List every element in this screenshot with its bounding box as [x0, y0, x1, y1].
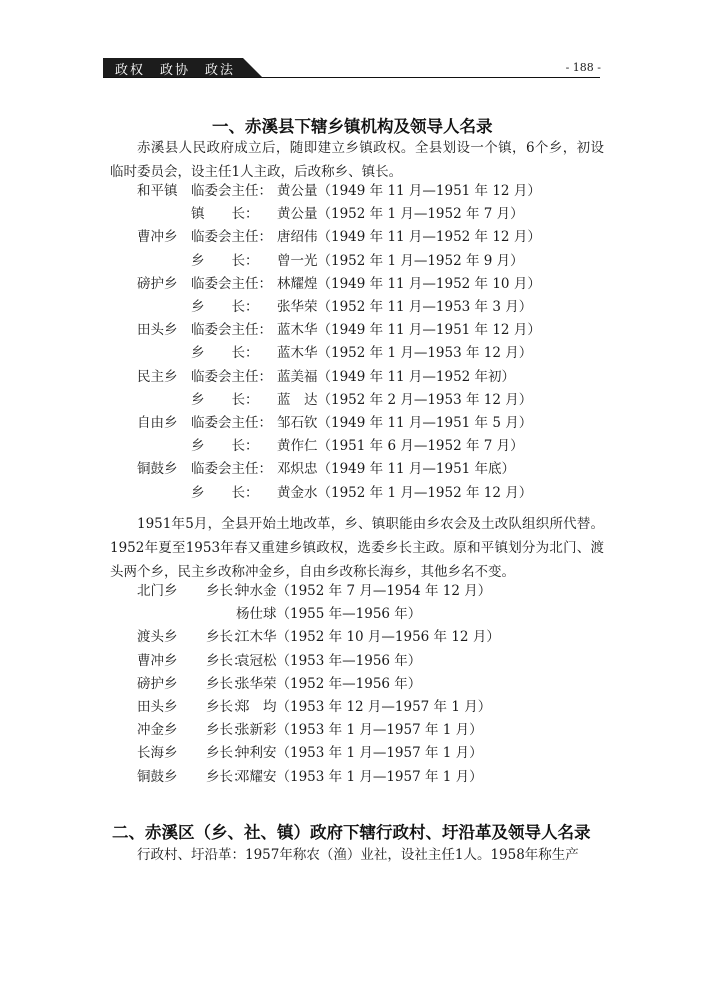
person-entry: 钟利安（1953 年 1 月—1957 年 1 月） — [236, 745, 483, 762]
post-title: 乡长： — [206, 699, 247, 715]
post-title: 乡长： — [206, 629, 247, 646]
section-title-2: 二、赤溪区（乡、社、镇）政府下辖行政村、圩沿革及领导人名录 — [112, 823, 591, 842]
post-title: 乡 长： — [191, 438, 259, 455]
page-number: - 188 - — [565, 61, 601, 74]
list-item — [0, 250, 707, 272]
person-entry: 邓耀安（1953 年 1 月—1957 年 1 月） — [236, 768, 483, 785]
list-item — [0, 719, 707, 741]
person-entry: 张华荣（1952 年—1956 年） — [236, 675, 422, 692]
list-item — [0, 366, 707, 388]
place-name: 田头乡 — [137, 699, 178, 715]
list-item — [0, 273, 707, 295]
post-title: 乡 长： — [191, 299, 259, 315]
list-item — [0, 626, 707, 648]
list-item — [0, 742, 707, 764]
post-title: 临委会主任： — [191, 461, 272, 478]
person-entry: 张华荣（1952 年 11 月—1953 年 3 月） — [277, 299, 533, 315]
place-name: 民主乡 — [137, 368, 178, 385]
post-title: 临委会主任： — [191, 229, 272, 246]
place-name: 磅护乡 — [137, 275, 178, 292]
place-name: 和平镇 — [137, 183, 178, 199]
reform-paragraph: 1951年5月，全县开始土地改革，乡、镇职能由乡农会及土改队组织所代替。1952年夏至1953年春又重建乡镇政权，选委乡长主政。原和平镇划分为北门、渡头两个乡，民主乡改称冲金乡，自由乡改称长海乡，其他乡名不变。 — [110, 516, 604, 580]
header-section-label: 政权 政协 政法 — [115, 63, 236, 78]
person-entry: 蓝木华（1949 年 11 月—1951 年 12 月） — [277, 322, 541, 339]
header-rule — [103, 77, 600, 78]
person-entry: 曾一光（1952 年 1 月—1952 年 9 月） — [277, 252, 524, 269]
person-entry: 林耀煌（1949 年 11 月—1952 年 10 月） — [277, 275, 541, 292]
place-name: 曹冲乡 — [137, 229, 178, 246]
section-title: 一、赤溪县下辖乡镇机构及领导人名录 — [212, 117, 493, 136]
list-item — [0, 696, 707, 718]
intro-paragraph: 赤溪县人民政府成立后，随即建立乡镇政权。全县划设一个镇，6个乡，初设临时委员会，设主任1人主政，后改称乡、镇长。 — [110, 140, 604, 180]
section2-intro: 行政村、圩沿革：1957年称农（渔）业社，设社主任1人。1958年称生产 — [137, 847, 579, 863]
place-name: 长海乡 — [137, 745, 178, 762]
person-entry: 邓炽忠（1949 年 11 月—1951 年底） — [277, 461, 516, 478]
list-item — [0, 203, 707, 225]
place-name: 北门乡 — [137, 583, 178, 599]
post-title: 乡长： — [206, 675, 247, 692]
place-name: 磅护乡 — [137, 675, 178, 692]
post-title: 临委会主任： — [191, 415, 272, 431]
person-entry: 黄金水（1952 年 1 月—1952 年 12 月） — [277, 484, 533, 501]
person-entry: 郑 均（1953 年 12 月—1957 年 1 月） — [236, 699, 492, 715]
person-entry: 黄公量（1952 年 1 月—1952 年 7 月） — [277, 206, 524, 223]
person-entry: 袁冠松（1953 年—1956 年） — [236, 652, 422, 669]
list-item — [0, 650, 707, 672]
list-item — [0, 319, 707, 341]
post-title: 乡 长： — [191, 484, 259, 501]
list-item — [0, 603, 707, 625]
list-item — [0, 226, 707, 248]
list-item — [0, 389, 707, 411]
post-title: 乡长： — [206, 722, 247, 739]
post-title: 临委会主任： — [191, 275, 272, 292]
person-entry: 蓝 达（1952 年 2 月—1953 年 12 月） — [277, 391, 533, 408]
post-title: 乡 长： — [191, 252, 259, 269]
list-item — [0, 766, 707, 788]
person-entry: 唐绍伟（1949 年 11 月—1952 年 12 月） — [277, 229, 541, 246]
post-title: 乡长： — [206, 652, 247, 669]
place-name: 铜鼓乡 — [137, 461, 178, 478]
place-name: 曹冲乡 — [137, 652, 178, 669]
post-title: 乡 长： — [191, 391, 259, 408]
post-title: 镇 长： — [191, 206, 259, 223]
list-item — [0, 580, 707, 602]
place-name: 渡头乡 — [137, 629, 178, 646]
list-item — [0, 342, 707, 364]
post-title: 临委会主任： — [191, 368, 272, 385]
post-title: 临委会主任： — [191, 183, 272, 199]
list-item — [0, 296, 707, 318]
place-name: 铜鼓乡 — [137, 768, 178, 785]
person-entry: 邹石钦（1949 年 11 月—1951 年 5 月） — [277, 415, 533, 431]
list-item — [0, 412, 707, 434]
place-name: 自由乡 — [137, 415, 178, 431]
post-title: 乡 长： — [191, 345, 259, 362]
person-entry: 黄公量（1949 年 11 月—1951 年 12 月） — [277, 183, 541, 199]
person-entry: 江木华（1952 年 10 月—1956 年 12 月） — [236, 629, 500, 646]
person-entry: 蓝木华（1952 年 1 月—1953 年 12 月） — [277, 345, 533, 362]
post-title: 乡长： — [206, 583, 247, 599]
list-item — [0, 673, 707, 695]
person-entry: 钟水金（1952 年 7 月—1954 年 12 月） — [236, 583, 492, 599]
list-item — [0, 435, 707, 457]
post-title: 乡长： — [206, 745, 247, 762]
list-item — [0, 180, 707, 202]
list-item — [0, 482, 707, 504]
person-entry: 杨仕球（1955 年—1956 年） — [236, 606, 422, 623]
post-title: 临委会主任： — [191, 322, 272, 339]
place-name: 田头乡 — [137, 322, 178, 339]
person-entry: 黄作仁（1951 年 6 月—1952 年 7 月） — [277, 438, 524, 455]
list-item — [0, 458, 707, 480]
person-entry: 蓝美福（1949 年 11 月—1952 年初） — [277, 368, 516, 385]
header-band — [103, 58, 263, 78]
post-title: 乡长： — [206, 768, 247, 785]
person-entry: 张新彩（1953 年 1 月—1957 年 1 月） — [236, 722, 483, 739]
place-name: 冲金乡 — [137, 722, 178, 739]
